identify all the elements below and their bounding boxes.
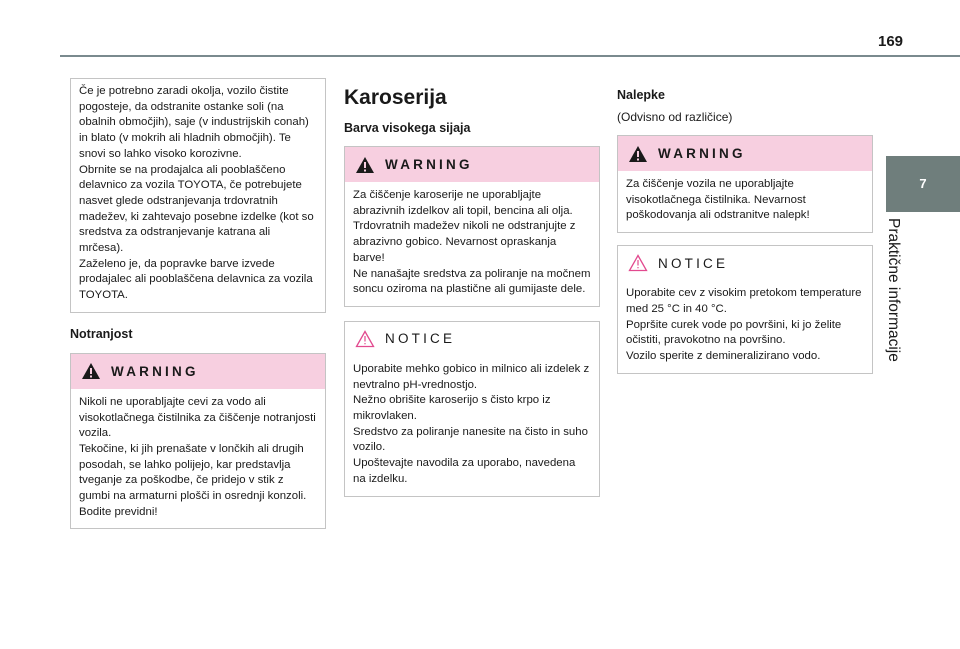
notice-body bbox=[618, 280, 872, 373]
warning-text: Za čiščenje vozila ne uporabljajte visokotlačnega čistilnika. Nevarnost poškodovanja ali odstranitve nalepk! bbox=[626, 178, 810, 222]
warning-text: Trdovratnih madežev nikoli ne odstranjujte z abrazivno gobico. Nevarnost opraskanja barve! bbox=[353, 220, 576, 264]
warning-header bbox=[345, 147, 599, 182]
warning-text: Za čiščenje karoserije ne uporabljajte abrazivnih izdelkov ali topil, bencina ali olja. bbox=[353, 189, 573, 217]
notice-box bbox=[344, 321, 600, 497]
subheading-gloss-paint: Barva visokega sijaja bbox=[344, 121, 471, 135]
notice-body bbox=[345, 356, 599, 496]
intro-box bbox=[70, 78, 326, 313]
warning-body bbox=[618, 171, 872, 232]
top-rule bbox=[60, 55, 960, 57]
column-1 bbox=[70, 78, 326, 529]
column-2 bbox=[344, 78, 600, 497]
chapter-tab bbox=[886, 156, 960, 212]
section-heading-stickers: Nalepke bbox=[617, 88, 665, 102]
notice-text: Upoštevajte navodila za uporabo, navedena na izdelku. bbox=[353, 457, 576, 485]
intro-paragraph: Obrnite se na prodajalca ali pooblaščeno delavnico za vozila TOYOTA, če potrebujete nasvet glede odstranjevanja trdovratnih madežev, ki zahtevajo posebne izdelke (kot so sredstva za odstranjevanje katrana ali mrčesa). bbox=[79, 163, 314, 255]
notice-text: Vozilo sperite z demineralizirano vodo. bbox=[626, 349, 821, 362]
column-3 bbox=[617, 78, 873, 374]
notice-text: Nežno obrišite karoserijo s čisto krpo iz mikrovlaken. bbox=[353, 394, 551, 423]
intro-paragraph: Če je potrebno zaradi okolja, vozilo čistite pogosteje, da odstranite ostanke soli (na obalnih območjih), saje (v industrijskih conah) in blato (v mokrih ali hladnih območjih). Te snovi so lahko visoko korozivne. bbox=[79, 85, 309, 160]
page-number: 169 bbox=[878, 33, 904, 50]
notice-triangle-icon bbox=[355, 330, 375, 348]
notice-text: Sredstvo za poliranje nanesite na čisto in suho vozilo. bbox=[353, 425, 588, 454]
warning-header bbox=[618, 136, 872, 171]
chapter-title bbox=[884, 218, 914, 368]
warning-text: Nikoli ne uporabljajte cevi za vodo ali visokotlačnega čistilnika za čiščenje notranjosti vozila. bbox=[79, 395, 316, 440]
notice-header bbox=[618, 246, 872, 280]
version-note: (Odvisno od različice) bbox=[617, 110, 733, 124]
warning-header bbox=[71, 354, 325, 389]
warning-triangle-icon bbox=[81, 362, 101, 380]
notice-label: NOTICE bbox=[658, 255, 729, 271]
intro-paragraph: Zaželeno je, da popravke barve izvede prodajalec ali pooblaščena delavnica za vozila TOYOTA. bbox=[79, 257, 313, 302]
warning-body bbox=[71, 389, 325, 529]
chapter-title-text: Praktične informacije bbox=[885, 218, 902, 362]
warning-label: WARNING bbox=[658, 146, 746, 161]
notice-label: NOTICE bbox=[385, 331, 456, 347]
warning-box bbox=[344, 146, 600, 307]
section-title-bodywork: Karoserija bbox=[344, 86, 447, 109]
warning-box bbox=[617, 135, 873, 233]
warning-label: WARNING bbox=[385, 157, 473, 172]
warning-box bbox=[70, 353, 326, 530]
warning-body bbox=[345, 182, 599, 306]
warning-text: Ne nanašajte sredstva za poliranje na močnem soncu oziroma na plastične ali gumijaste dele. bbox=[353, 267, 591, 296]
notice-text: Uporabite mehko gobico in milnico ali izdelek z nevtralno pH-vrednostjo. bbox=[353, 362, 590, 391]
warning-text: Tekočine, ki jih prenašate v lončkih ali drugih posodah, se lahko polijejo, kar predstavlja tveganje za poškodbe, če pridejo v stik z gumbi na armaturni plošči in osrednji konzoli. Bodite previdni! bbox=[79, 442, 307, 518]
warning-label: WARNING bbox=[111, 363, 199, 379]
warning-triangle-icon bbox=[355, 156, 375, 174]
notice-text: Uporabite cev z visokim pretokom temperature med 25 °C in 40 °C. bbox=[626, 287, 862, 315]
chapter-number: 7 bbox=[919, 176, 927, 191]
notice-triangle-icon bbox=[628, 254, 648, 272]
section-heading-interior: Notranjost bbox=[70, 326, 133, 341]
notice-box bbox=[617, 245, 873, 374]
warning-triangle-icon bbox=[628, 145, 648, 163]
notice-text: Popršite curek vode po površini, ki jo želite očistiti, pravokotno na površino. bbox=[626, 318, 842, 347]
notice-header bbox=[345, 322, 599, 356]
